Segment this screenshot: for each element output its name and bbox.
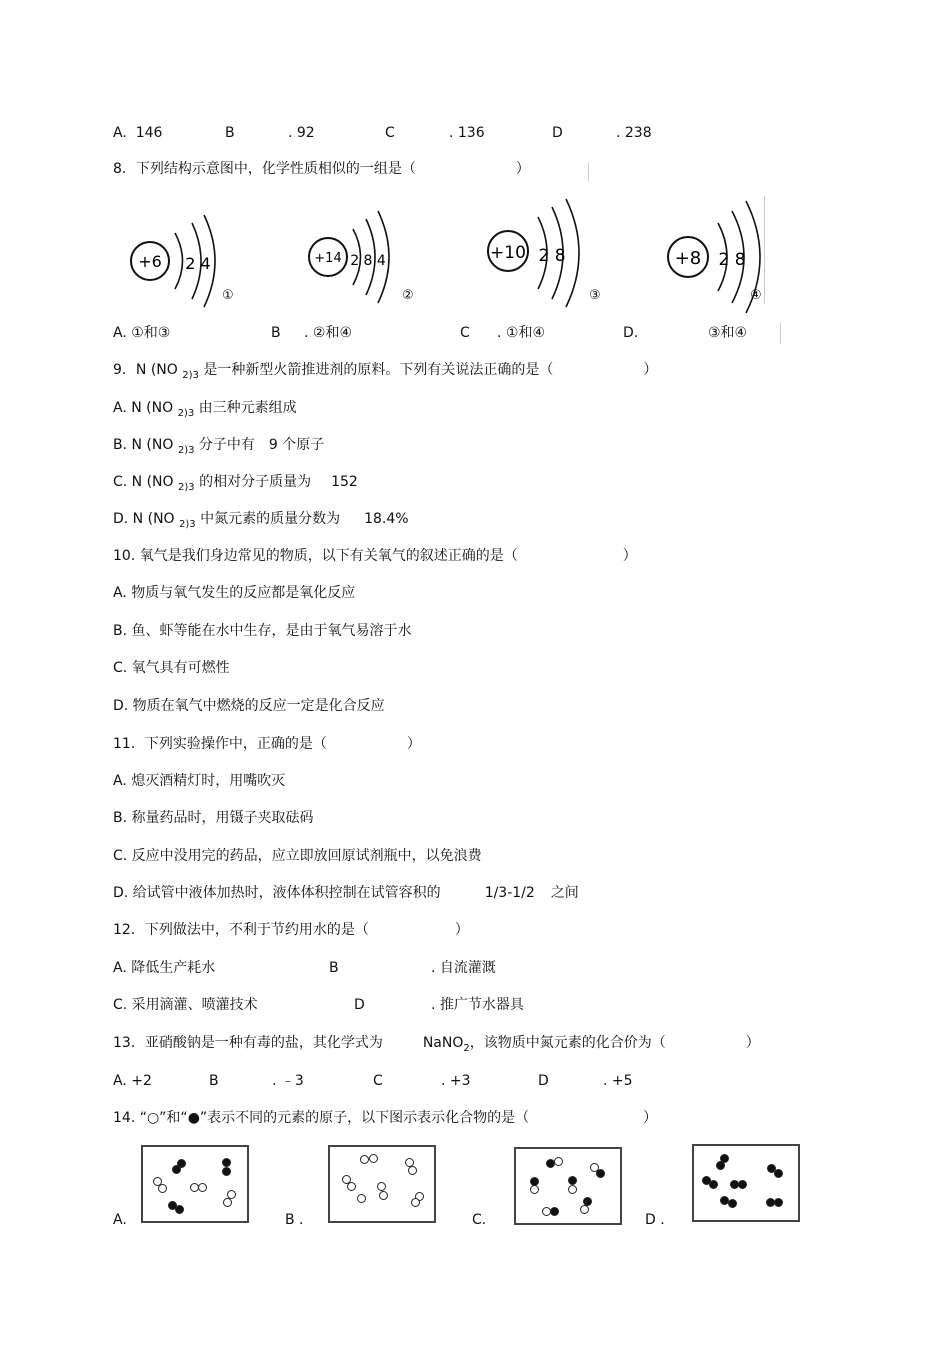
structure-diagram-4 [668,201,760,313]
q9-stem-post: 是一种新型火箭推进剂的原料。下列有关说法正确的是（ [198,362,554,378]
q14-stem [113,1108,657,1128]
black-atom [172,1165,181,1174]
q9-d-post: 中氮元素的质量分数为 [195,511,341,527]
q14-option-d-label: D . [645,1212,665,1228]
nucleus-charge-2: +14 [314,251,342,266]
q9-b-pre: B. N (NO [113,437,178,453]
q11-stem [113,734,421,754]
q9-d-value: 18.4% [364,511,409,527]
q11-stem-text: 11．下列实验操作中，正确的是（ [113,736,327,752]
molecule-box-d [692,1144,800,1222]
q12-option-c: C. 采用滴灌、喷灌技术 [113,997,258,1013]
white-atom [377,1182,386,1191]
q8-option-b-value: . ②和④ [304,325,353,341]
q12-stem [113,920,469,940]
q9-stem [113,360,657,382]
white-atom [357,1194,366,1203]
diagram-number-1: ① [222,288,234,303]
shell-electrons-4: 2 8 [718,250,746,270]
q12-option-d-letter: D [354,997,365,1013]
q7-option-b-letter: B [225,125,235,141]
q8-stem [113,159,530,179]
black-atom [738,1180,747,1189]
shell-electrons-3: 2 8 [538,246,566,266]
q9-option-c [113,472,358,494]
black-atom [222,1158,231,1167]
black-atom [596,1169,605,1178]
q12-option-d-value: . 推广节水器具 [431,997,524,1013]
molecule-box-c [514,1147,622,1225]
q13-option-b-value: . ﹣3 [272,1073,304,1089]
q12-option-b-value: . 自流灌溉 [431,960,496,976]
q10-stem-text: 10. 氧气是我们身边常见的物质，以下有关氧气的叙述正确的是（ [113,548,518,564]
q9-close-paren: ） [643,362,658,378]
q13-stem [113,1033,760,1055]
white-atom [379,1191,388,1200]
white-atom [411,1198,420,1207]
structure-diagram-1 [131,215,215,307]
q9-d-sub: 2)3 [179,519,196,530]
q10-stem [113,546,637,566]
q7-option-c-value: . 136 [449,125,485,141]
q9-c-sub: 2)3 [178,482,195,493]
q11-close-paren: ） [406,736,421,752]
q11-option-d [113,883,579,903]
q7-option-d-value: . 238 [616,125,652,141]
q11-option-b: B. 称量药品时，用镊子夹取砝码 [113,810,314,826]
q10-option-b: B. 鱼、虾等能在水中生存，是由于氧气易溶于水 [113,623,412,639]
white-atom [360,1155,369,1164]
atomic-structure-diagrams [110,195,770,315]
white-atom [408,1166,417,1175]
diagram-number-4: ④ [750,288,762,303]
q11-option-a: A. 熄灭酒精灯时，用嘴吹灭 [113,773,286,789]
q7-option-c-letter: C [385,125,395,141]
q9-option-a [113,398,297,420]
q10-close-paren: ） [622,548,637,564]
q7-option-d-letter: D [552,125,563,141]
q7-option-a-value: 146 [135,125,163,141]
q7-option-a-letter: A. [113,125,127,141]
nucleus-charge-3: +10 [490,243,526,263]
black-atom [716,1161,725,1170]
q13-stem-end: ，该物质中氮元素的化合价为（ [469,1035,666,1051]
white-atom [158,1184,167,1193]
q11-d-text: D. 给试管中液体加热时，液体体积控制在试管容积的 [113,885,441,901]
q10-option-d: D. 物质在氧气中燃烧的反应一定是化合反应 [113,698,385,714]
q13-stem-text: 13．亚硝酸钠是一种有毒的盐，其化学式为 [113,1035,383,1051]
q9-option-b [113,435,324,457]
q9-c-post: 的相对分子质量为 [194,474,312,490]
q8-option-c-letter: C [460,325,470,341]
q14-option-a-label: A. [113,1212,127,1228]
q13-formula: NaNO [422,1035,464,1051]
white-atom [223,1198,232,1207]
q9-c-value: 152 [331,474,358,490]
q13-option-b-letter: B [209,1073,219,1089]
white-atom [530,1185,539,1194]
q13-option-d-letter: D [538,1073,549,1089]
q8-stem-text: 8．下列结构示意图中，化学性质相似的一组是（ [113,161,416,177]
divider [780,322,781,344]
q14-close-paren: ） [643,1110,658,1126]
q10-option-a: A. 物质与氧气发生的反应都是氧化反应 [113,585,356,601]
q13-option-c-value: . +3 [441,1073,471,1089]
black-atom [774,1169,783,1178]
q11-d-value: 1/3-1/2 [484,885,535,901]
divider [764,196,765,304]
q9-b-post: 分子中有 9 个原子 [194,437,325,453]
q12-close-paren: ） [454,922,469,938]
q8-option-d-value: ③和④ [708,325,748,341]
white-atom [554,1157,563,1166]
white-atom [580,1205,589,1214]
black-atom [709,1180,718,1189]
q12-stem-text: 12．下列做法中，不利于节约用水的是（ [113,922,369,938]
shell-electrons-1: 2 4 [185,254,211,273]
q8-option-b-letter: B [271,325,281,341]
q12-option-a: A. 降低生产耗水 [113,960,216,976]
q14-stem-text: 14. “○”和“●”表示不同的元素的原子，以下图示表示化合物的是（ [113,1110,530,1126]
black-atom [222,1167,231,1176]
q13-formula-sub: 2 [463,1043,470,1054]
q9-a-pre: A. N (NO [113,400,178,416]
black-atom [568,1176,577,1185]
q13-option-c-letter: C [373,1073,383,1089]
black-atom [550,1207,559,1216]
structure-diagram-3 [488,199,579,307]
q9-stem-pre: 9．N (NO [113,362,183,378]
q13-close-paren: ） [745,1035,760,1051]
nucleus-charge-1: +6 [138,252,162,271]
diagram-number-3: ③ [589,288,601,303]
nucleus-charge-4: +8 [674,248,702,269]
q8-option-d-letter: D. [623,325,639,341]
white-atom [198,1183,207,1192]
q7-option-a [113,123,162,143]
q13-option-a: A. +2 [113,1073,152,1089]
q8-option-a: A. ①和③ [113,325,171,341]
q8-option-c-value: . ①和④ [497,325,546,341]
molecule-box-b [328,1145,436,1223]
q13-option-d-value: . +5 [603,1073,633,1089]
black-atom [774,1198,783,1207]
diagram-number-2: ② [402,288,414,303]
shell-electrons-2: 2 8 4 [350,253,386,269]
q8-close-paren: ） [515,161,530,177]
q9-a-post: 由三种元素组成 [194,400,297,416]
q10-option-c: C. 氧气具有可燃性 [113,660,230,676]
q9-d-pre: D. N (NO [113,511,180,527]
black-atom [175,1205,184,1214]
q14-option-c-label: C. [472,1212,487,1228]
q11-option-c: C. 反应中没用完的药品，应立即放回原试剂瓶中，以免浪费 [113,848,482,864]
q9-option-d [113,509,409,531]
structure-diagram-2 [309,211,389,303]
q9-c-pre: C. N (NO [113,474,179,490]
q12-option-b-letter: B [329,960,339,976]
q14-option-b-label: B . [285,1212,304,1228]
white-atom [568,1185,577,1194]
white-atom [369,1154,378,1163]
divider [588,162,589,182]
q9-stem-sub: 2)3 [182,370,199,381]
molecule-box-a [141,1145,249,1223]
q7-option-b-value: . 92 [288,125,315,141]
black-atom [728,1199,737,1208]
q9-b-sub: 2)3 [177,445,195,456]
white-atom [347,1182,356,1191]
q9-a-sub: 2)3 [177,408,195,419]
q11-d-end: 之间 [550,885,579,901]
